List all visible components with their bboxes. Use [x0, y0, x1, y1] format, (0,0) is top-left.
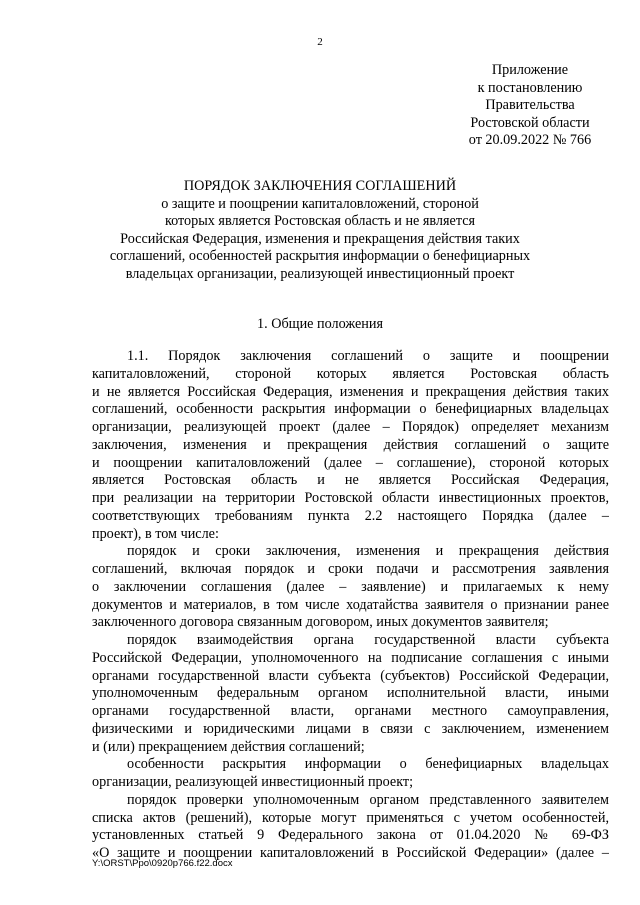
body-line: заключения, изменения и прекращения действия соглашений о защите	[92, 436, 609, 453]
body-text	[92, 348, 609, 863]
body-line: физическими и юридическими лицами в связи с заключением, изменением	[92, 720, 609, 737]
body-line: организации, реализующей проект (далее – Порядок) определяет механизм	[92, 419, 609, 435]
body-line: заключенного договора связанным договором, иных документов заявителя;	[92, 614, 549, 631]
title-line: которых является Ростовская область и не является	[164, 213, 476, 230]
body-line: уполномоченным федеральным органом исполнительной власти, иными	[92, 685, 609, 702]
body-line: и (или) прекращением действия соглашений;	[92, 738, 365, 755]
body-line: и поощрении капиталовложений (далее – соглашение), стороной которых	[92, 454, 609, 471]
body-line: о заключении соглашения (далее – заявление) и прилагаемых к нему	[92, 578, 609, 595]
body-line: порядок проверки уполномоченным органом представленного заявителем	[127, 791, 609, 808]
body-line: списка актов (решений), которые могут применяться с учетом особенностей,	[92, 809, 609, 826]
section-title: 1. Общие положения	[257, 316, 383, 332]
title-line: ПОРЯДОК ЗАКЛЮЧЕНИЯ СОГЛАШЕНИЙ	[183, 178, 457, 194]
title-line: владельцах организации, реализующей инвестиционный проект	[125, 265, 515, 282]
title-line: соглашений, особенностей раскрытия информации о бенефициарных	[109, 248, 531, 265]
body-line: «О защите и поощрении капиталовложений в Российской Федерации» (далее –	[92, 845, 609, 861]
appendix-line: Ростовской области	[470, 114, 590, 131]
body-line: Российской Федерации, уполномоченного на подписание соглашения с иными	[92, 649, 609, 666]
title-line: Российская Федерация, изменения и прекращения действия таких	[120, 230, 520, 247]
body-line: является Ростовская область и не является Российская Федерация,	[92, 472, 609, 489]
body-line: порядок взаимодействия органа государственной власти субъекта	[127, 632, 609, 648]
appendix-line: Правительства	[485, 97, 575, 114]
body-line: установленных статьей 9 Федерального закона от 01.04.2020 № 69-ФЗ	[92, 827, 609, 844]
body-line: органами государственной власти субъекта (субъектов) Российской Федерации,	[92, 667, 609, 684]
page-number: 2	[317, 36, 323, 48]
body-line: соответствующих требованиям пункта 2.2 настоящего Порядка (далее –	[92, 507, 609, 524]
body-line: особенности раскрытия информации о бенефициарных владельцах	[127, 756, 609, 773]
document-title	[80, 178, 560, 284]
body-line: органами государственной власти, органами местного самоуправления,	[92, 703, 609, 719]
appendix-line: к постановлению	[477, 79, 583, 96]
body-line: и не является Российская Федерация, изменения и прекращения действия таких	[92, 383, 609, 400]
body-line: соглашений, особенности раскрытия информации о бенефициарных владельцах	[92, 401, 609, 418]
appendix-line: Приложение	[491, 62, 569, 78]
appendix-block	[440, 62, 620, 150]
appendix-line: от 20.09.2022 № 766	[468, 132, 592, 149]
file-path-footer: Y:\ORST\Ppo\0920p766.f22.docx	[92, 858, 233, 869]
title-line: о защите и поощрении капиталовложений, стороной	[161, 195, 479, 212]
body-line: документов и материалов, в том числе ходатайства заявителя о признании ранее	[92, 596, 609, 613]
body-line: порядок и сроки заключения, изменения и прекращения действия	[127, 543, 609, 560]
body-line: капиталовложений, стороной которых является Ростовская область	[92, 365, 609, 382]
body-line: 1.1. Порядок заключения соглашений о защите и поощрении	[127, 348, 609, 364]
body-line: соглашений, включая порядок и сроки подачи и рассмотрения заявления	[92, 561, 609, 577]
body-line: при реализации на территории Ростовской области инвестиционных проектов,	[92, 490, 609, 506]
body-line: организации, реализующей инвестиционный проект;	[92, 774, 414, 790]
body-line: проект), в том числе:	[92, 525, 219, 542]
